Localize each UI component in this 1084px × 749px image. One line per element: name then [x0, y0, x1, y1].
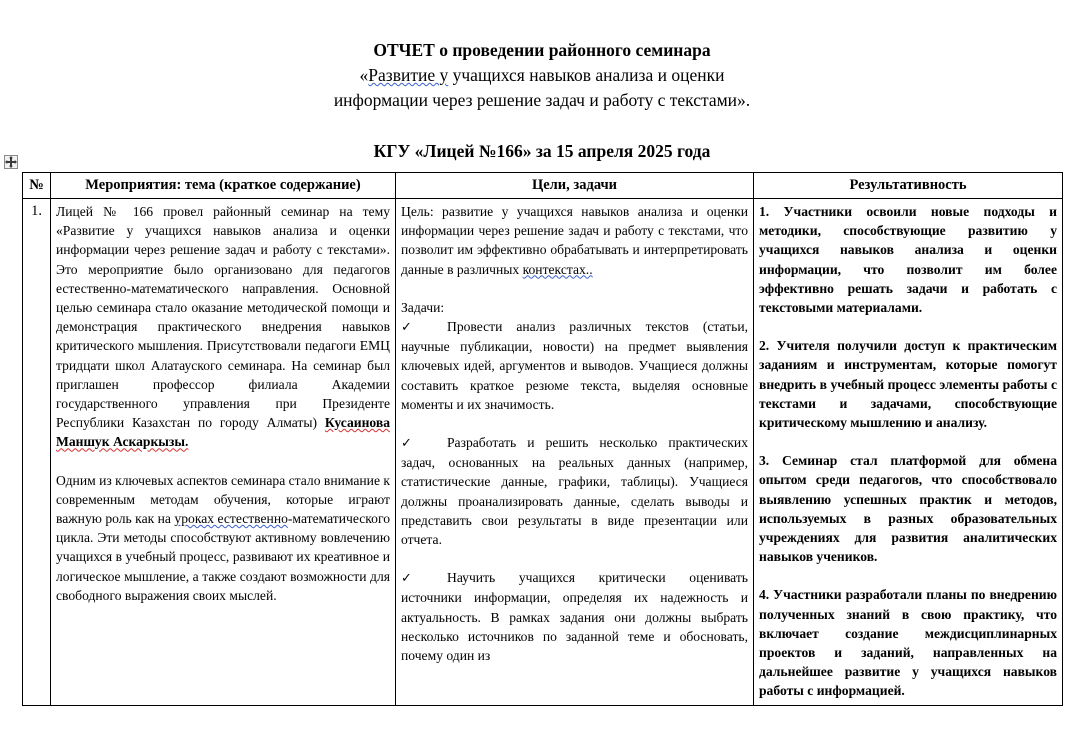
result-item: 1. Участники освоили новые подходы и методики, способствующие развитию у учащихся навыков анализа и оценки информации, что позволит им более эффективно решать задачи и работать с текстовыми материалами. [759, 204, 1057, 316]
quote-open: « [359, 65, 369, 85]
checkmark-icon: ✓ [401, 571, 412, 587]
grammar-flagged-text: контекстах.. [522, 261, 593, 277]
column-header-number: № [23, 173, 51, 199]
goal-aim-label: Цель: [401, 204, 434, 219]
table-row [23, 199, 1063, 706]
report-table [22, 172, 1063, 706]
table-header-row [23, 173, 1063, 199]
report-table-wrapper [22, 172, 1062, 706]
task-item [401, 433, 748, 549]
cell-results [754, 199, 1063, 706]
column-header-goals: Цели, задачи [396, 173, 754, 199]
event-paragraph-1 [56, 202, 390, 452]
result-item: 2. Учителя получили доступ к практическим заданиям и инструментам, которые помогут внедрить в учебный процесс элементы работы с текстами и задачами, способствующие критическому мышлению и анализу. [759, 338, 1057, 431]
report-title-line-2-rest: учащихся навыков анализа и оценки [448, 65, 725, 85]
result-item: 4. Участники разработали планы по внедрению полученных знаний в свою практику, что включает создание междисциплинарных проектов и заданий, направленных на дальнейшее развитие у учащихся навыков работы с информацией. [759, 587, 1057, 699]
task-item-text: Научить учащихся критически оценивать источники информации, определяя их надежность и актуальность. В рамках задания они должны выбрать несколько источников по заданной теме и обосновать, почему один из [401, 570, 748, 664]
tasks-label: Задачи: [401, 299, 445, 315]
event-paragraph-1-text: Лицей № 166 провел районный семинар на тему «Развитие у учащихся навыков анализа и оценки информации через решение задач и работу с текстами». Это мероприятие было организовано для педагогов естественно-математического направления. Основной целью семинара стало оказание методической помощи и демонстрация практического внедрения навыков критического мышления. Присутствовали педагоги ЕМЦ тридцати школ Алатауского семинара. На семинар был приглашен профессор филиала Академии государственного управления при Президенте Республики Казахстан по городу Алматы) [56, 204, 390, 431]
grammar-flagged-text: Развитие у [368, 65, 449, 85]
column-header-event: Мероприятия: тема (краткое содержание) [51, 173, 396, 199]
goal-aim-text: развитие у учащихся навыков анализа и оценки информации через решение задач и работу с текстами, что позволит им эффективно обрабатывать и интерпретировать данные в различных [401, 204, 748, 277]
cell-goals [396, 199, 754, 706]
report-title-line-1: ОТЧЕТ о проведении районного семинара [373, 40, 711, 60]
checkmark-icon: ✓ [401, 436, 412, 452]
cell-event [51, 199, 396, 706]
table-move-handle-icon[interactable] [4, 155, 18, 169]
document-heading [0, 0, 1084, 164]
report-title-line-3: информации через решение задач и работу с текстами». [333, 90, 751, 110]
task-item-text: Разработать и решить несколько практических задач, основанных на реальных данных (например, статистические данные, графики, таблицы). Учащиеся должны проанализировать данные, сделать выводы и представить свои результаты в виде презентации или отчета. [401, 435, 748, 548]
speaker-name: Кусаинова Маншук Аскаркызы. [56, 415, 390, 450]
task-item [401, 317, 748, 414]
column-header-results: Результативность [754, 173, 1063, 199]
event-paragraph-2-text-a: Одним из ключевых аспектов семинара стало внимание к современным методам обучения, которые играют важную роль как на [56, 472, 390, 527]
result-item: 3. Семинар стал платформой для обмена опытом среди педагогов, что способствовало выявлению успешных практик и методов, используемых в разных образовательных учреждениях для развития аналитических навыков учеников. [759, 453, 1057, 565]
event-text [56, 202, 390, 605]
task-item-text: Провести анализ различных текстов (статьи, научные публикации, новости) на предмет выявления ключевых идей, аргументов и выводов. Учащиеся должны составить краткое резюме текста, выделяя основные моменты и их значимость. [401, 319, 748, 412]
event-paragraph-2-text-b: -математического цикла. Эти методы способствуют активному вовлечению учащихся в учебный процесс, развивают их креативное и логическое мышление, а также создают возможности для свободного выражения своих мыслей. [56, 511, 390, 603]
event-paragraph-2 [56, 471, 390, 605]
goal-aim [401, 202, 748, 279]
grammar-flagged-text: уроках естественно [174, 511, 288, 527]
report-title-line-2 [0, 63, 1084, 88]
report-subtitle: КГУ «Лицей №166» за 15 апреля 2025 года [373, 141, 711, 161]
checkmark-icon: ✓ [401, 320, 412, 336]
results-text [759, 202, 1057, 701]
goals-text [401, 202, 748, 665]
row-number: 1. [23, 199, 51, 706]
task-item [401, 568, 748, 665]
